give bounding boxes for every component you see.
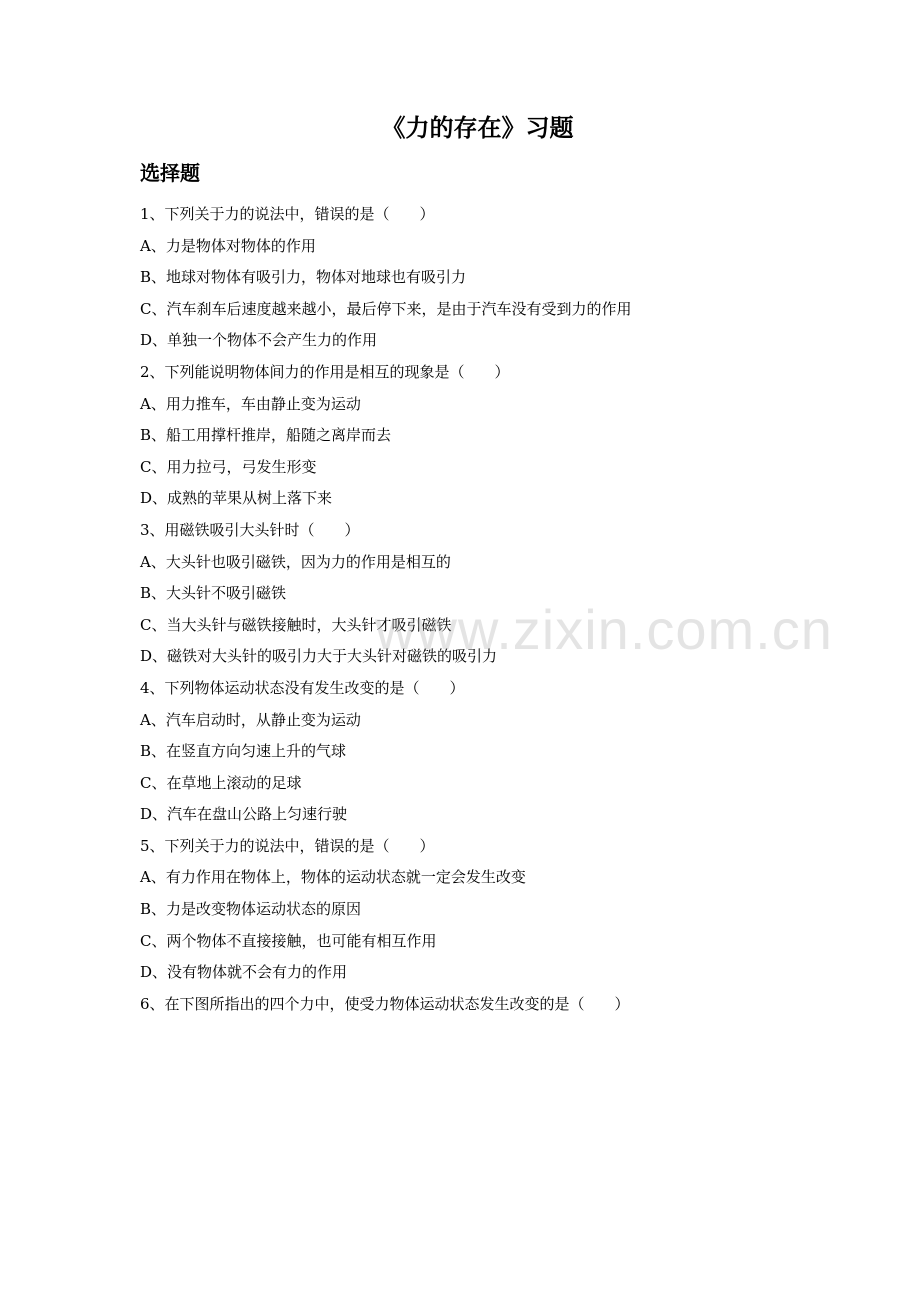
question-2-option-c: C、用力拉弓，弓发生形变 xyxy=(140,457,317,476)
question-1-option-b: B、地球对物体有吸引力，物体对地球也有吸引力 xyxy=(140,268,467,287)
section-heading: 选择题 xyxy=(140,161,200,185)
question-4-option-b: B、在竖直方向匀速上升的气球 xyxy=(140,742,347,761)
question-3-stem: 3、用磁铁吸引大头针时（ ） xyxy=(140,520,360,539)
question-1-option-c: C、汽车刹车后速度越来越小，最后停下来，是由于汽车没有受到力的作用 xyxy=(140,299,632,318)
question-5-option-a: A、有力作用在物体上，物体的运动状态就一定会发生改变 xyxy=(140,868,526,887)
question-4-option-c: C、在草地上滚动的足球 xyxy=(140,773,302,792)
question-1-option-d: D、单独一个物体不会产生力的作用 xyxy=(140,331,378,350)
question-4-option-a: A、汽车启动时，从静止变为运动 xyxy=(140,710,361,729)
question-1-stem: 1、下列关于力的说法中，错误的是（ ） xyxy=(140,205,435,223)
question-4-stem: 4、下列物体运动状态没有发生改变的是（ ） xyxy=(140,678,465,697)
question-2-option-b: B、船工用撑杆推岸，船随之离岸而去 xyxy=(140,426,392,445)
question-3-option-a: A、大头针也吸引磁铁，因为力的作用是相互的 xyxy=(140,552,451,571)
question-6-stem: 6、在下图所指出的四个力中，使受力物体运动状态发生改变的是（ ） xyxy=(140,994,630,1013)
question-5-stem: 5、下列关于力的说法中，错误的是（ ） xyxy=(140,836,435,855)
question-5-option-c: C、两个物体不直接接触，也可能有相互作用 xyxy=(140,931,437,950)
question-4-option-d: D、汽车在盘山公路上匀速行驶 xyxy=(140,805,348,824)
question-1-option-a: A、力是物体对物体的作用 xyxy=(140,236,316,255)
question-3-option-c: C、当大头针与磁铁接触时，大头针才吸引磁铁 xyxy=(140,615,452,634)
question-3-option-d: D、磁铁对大头针的吸引力大于大头针对磁铁的吸引力 xyxy=(140,647,498,666)
question-5-option-d: D、没有物体就不会有力的作用 xyxy=(140,963,348,982)
question-5-option-b: B、力是改变物体运动状态的原因 xyxy=(140,900,362,919)
question-2-option-a: A、用力推车，车由静止变为运动 xyxy=(140,394,361,413)
page-title: 《力的存在》习题 xyxy=(381,114,574,142)
question-3-option-b: B、大头针不吸引磁铁 xyxy=(140,584,287,603)
watermark: www.zixin.com.cn xyxy=(375,598,833,661)
question-2-option-d: D、成熟的苹果从树上落下来 xyxy=(140,489,333,508)
question-2-stem: 2、下列能说明物体间力的作用是相互的现象是（ ） xyxy=(140,362,510,381)
